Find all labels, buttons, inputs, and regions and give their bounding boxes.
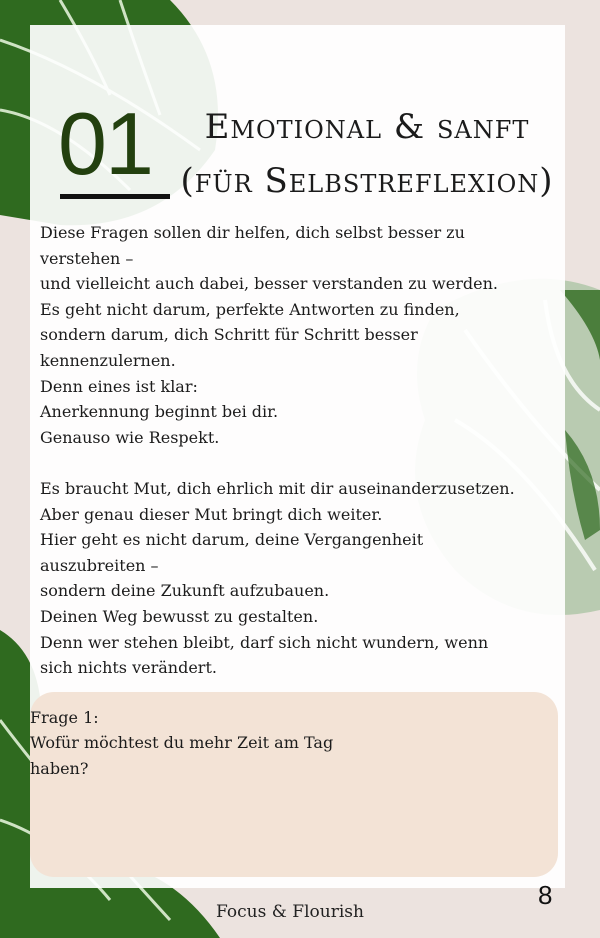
text-line: Denn wer stehen bleibt, darf sich nicht wundern, wenn: [40, 632, 489, 652]
text-line: Hier geht es nicht darum, deine Vergangenheit: [40, 530, 424, 550]
text-line: auszubreiten –: [40, 555, 159, 575]
text-line: sondern darum, dich Schritt für Schritt besser: [40, 325, 418, 345]
brand-footer: Focus & Flourish: [216, 902, 364, 922]
heading-line-1: Emotional & sanft: [204, 107, 530, 147]
intro-text: [40, 220, 540, 681]
text-line: Deinen Weg bewusst zu gestalten.: [40, 606, 319, 626]
text-line: Genauso wie Respekt.: [40, 427, 220, 447]
text-line: kennenzulernen.: [40, 350, 176, 370]
question-text: [30, 730, 350, 782]
section-number: 01: [58, 94, 152, 193]
paragraph-gap: [40, 450, 540, 476]
text-line: Aber genau dieser Mut bringt dich weiter.: [40, 504, 383, 524]
page-number: 8: [538, 880, 553, 910]
heading-line-2: (für Selbstreflexion): [180, 161, 554, 201]
question-label: Frage 1:: [30, 708, 99, 727]
section-heading: [172, 100, 562, 208]
text-line: verstehen –: [40, 248, 134, 268]
text-line: und vielleicht auch dabei, besser verstanden zu werden.: [40, 274, 498, 294]
text-line: sich nichts verändert.: [40, 658, 217, 678]
text-line: Diese Fragen sollen dir helfen, dich selbst besser zu: [40, 223, 465, 242]
answer-box[interactable]: [30, 692, 558, 877]
text-line: Es geht nicht darum, perfekte Antworten zu finden,: [40, 299, 460, 319]
section-number-underline: [60, 194, 170, 199]
text-line: sondern deine Zukunft aufzubauen.: [40, 581, 330, 601]
text-line: Anerkennung beginnt bei dir.: [40, 402, 279, 422]
question-line-2: haben?: [30, 759, 89, 778]
text-line: Denn eines ist klar:: [40, 376, 198, 396]
text-line: Es braucht Mut, dich ehrlich mit dir auseinanderzusetzen.: [40, 478, 515, 498]
question-line-1: Wofür möchtest du mehr Zeit am Tag: [30, 733, 334, 752]
